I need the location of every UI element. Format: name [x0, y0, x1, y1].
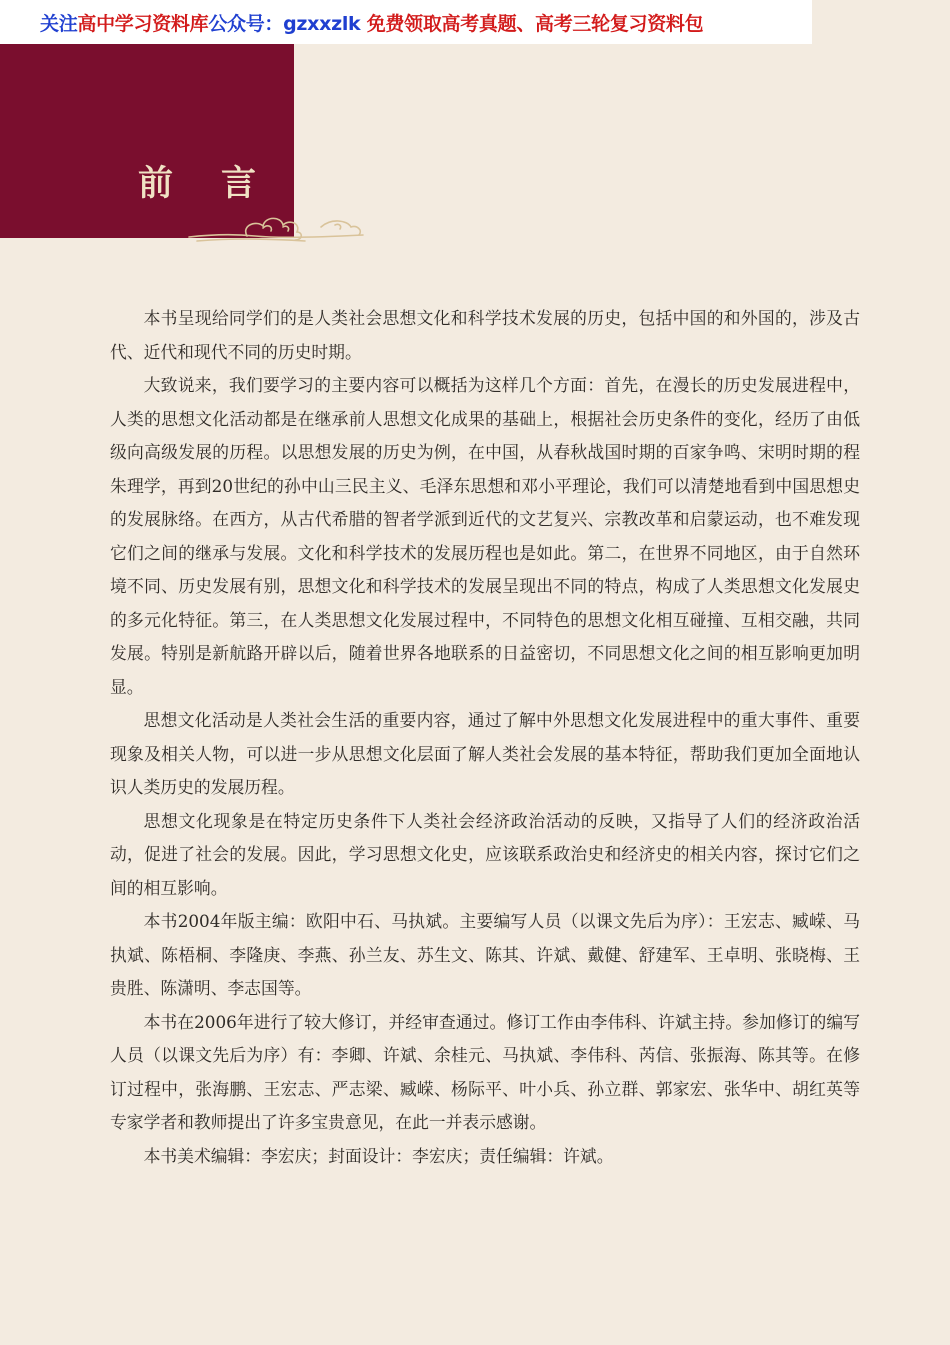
paragraph-3: 思想文化活动是人类社会生活的重要内容，通过了解中外思想文化发展进程中的重大事件、重要现象及相关人物，可以进一步从思想文化层面了解人类社会发展的基本特征，帮助我们更加全面地认识人类历史的发展历程。 — [110, 710, 860, 797]
promo-banner — [0, 0, 812, 44]
paragraph-2: 大致说来，我们要学习的主要内容可以概括为这样几个方面：首先，在漫长的历史发展进程中，人类的思想文化活动都是在继承前人思想文化成果的基础上，根据社会历史条件的变化，经历了由低级向高级发展的历程。以思想发展的历史为例，在中国，从春秋战国时期的百家争鸣、宋明时期的程朱理学，再到20世纪的孙中山三民主义、毛泽东思想和邓小平理论，我们可以清楚地看到中国思想史的发展脉络。在西方，从古代希腊的智者学派到近代的文艺复兴、宗教改革和启蒙运动，也不难发现它们之间的继承与发展。文化和科学技术的发展历程也是如此。第二，在世界不同地区，由于自然环境不同、历史发展有别，思想文化和科学技术的发展呈现出不同的特点，构成了人类思想文化发展史的多元化特征。第三，在人类思想文化发展过程中，不同特色的思想文化相互碰撞、互相交融，共同发展。特别是新航路开辟以后，随着世界各地联系的日益密切，不同思想文化之间的相互影响更加明显。 — [110, 375, 860, 697]
banner-text-1: 关注 — [40, 13, 78, 35]
page-title: 前言 — [138, 163, 305, 204]
cloud-ornament-icon — [185, 206, 370, 248]
banner-text-2: 高中学习资料库 — [77, 13, 209, 35]
preface-body — [110, 302, 860, 1173]
paragraph-5: 本书2004年版主编：欧阳中石、马执斌。主要编写人员（以课文先后为序）：王宏志、臧嵘、马执斌、陈梧桐、李隆庚、李燕、孙兰友、苏生文、陈其、许斌、戴健、舒建军、王卓明、张晓梅、王贵胜、陈潇明、李志国等。 — [110, 911, 860, 998]
banner-text-3: 公众号：gzxxzlk — [208, 13, 367, 35]
paragraph-6: 本书在2006年进行了较大修订，并经审查通过。修订工作由李伟科、许斌主持。参加修订的编写人员（以课文先后为序）有：李卿、许斌、余桂元、马执斌、李伟科、芮信、张振海、陈其等。在修订过程中，张海鹏、王宏志、严志梁、臧嵘、杨际平、叶小兵、孙立群、郭家宏、张华中、胡红英等专家学者和教师提出了许多宝贵意见，在此一并表示感谢。 — [110, 1011, 860, 1132]
paragraph-7: 本书美术编辑：李宏庆；封面设计：李宏庆；责任编辑：许斌。 — [143, 1145, 614, 1166]
paragraph-4: 思想文化现象是在特定历史条件下人类社会经济政治活动的反映，又指导了人们的经济政治活动，促进了社会的发展。因此，学习思想文化史，应该联系政治史和经济史的相关内容，探讨它们之间的相互影响。 — [110, 810, 860, 898]
paragraph-1: 本书呈现给同学们的是人类社会思想文化和科学技术发展的历史，包括中国的和外国的，涉及古代、近代和现代不同的历史时期。 — [110, 308, 860, 362]
banner-text-4: 免费领取高考真题、高考三轮复习资料包 — [366, 13, 704, 35]
